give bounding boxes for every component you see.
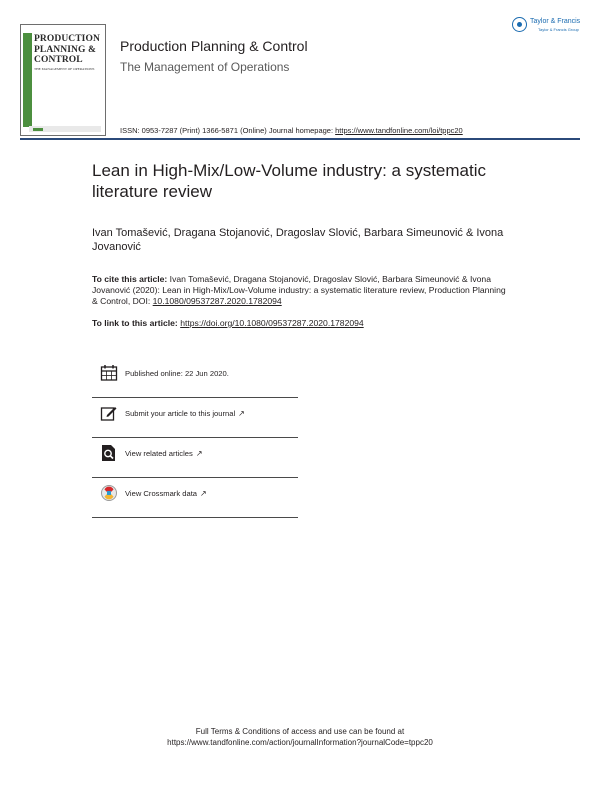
footer-line-url[interactable]: https://www.tandfonline.com/action/journalInformation?journalCode=tppc20: [167, 738, 433, 747]
article-url-link[interactable]: https://doi.org/10.1080/09537287.2020.1782094: [180, 318, 364, 328]
list-item-related[interactable]: [92, 438, 298, 478]
list-item-published: [92, 358, 298, 398]
article-link-line: [92, 318, 364, 328]
cover-subtitle: THE MANAGEMENT OF OPERATIONS: [34, 67, 95, 71]
related-articles-link[interactable]: [125, 449, 203, 458]
cover-title-line: PRODUCTION: [34, 34, 100, 44]
doi-link[interactable]: 10.1080/09537287.2020.1782094: [152, 296, 282, 306]
issn-line: [120, 126, 463, 135]
journal-homepage-link[interactable]: https://www.tandfonline.com/loi/tppc20: [335, 126, 463, 135]
calendar-icon: [100, 364, 118, 382]
citation-label: To cite this article:: [92, 274, 168, 284]
cover-title-line: PLANNING &: [34, 44, 96, 55]
publisher-logo: [512, 17, 584, 35]
cover-title: [34, 34, 104, 66]
journal-subtitle: The Management of Operations: [120, 60, 290, 74]
article-actions-list: [92, 358, 298, 518]
link-label: To link to this article:: [92, 318, 181, 328]
article-authors: Ivan Tomašević, Dragana Stojanović, Dragoslav Slović, Barbara Simeunović & Ivona Jovanović: [92, 227, 504, 253]
edit-icon: [100, 404, 118, 422]
submit-article-label[interactable]: Submit your article to this journal: [125, 409, 236, 418]
publisher-name: Taylor & Francis: [530, 18, 581, 25]
cover-footer-logo: [33, 128, 43, 131]
publisher-tagline: Taylor & Francis Group: [538, 27, 579, 32]
citation-text: Ivan Tomašević, Dragana Stojanović, Dragoslav Slović, Barbara Simeunović & Ivona Jovanović (2020): Lean in High-Mix/Low-Volume industry: a systematic literature review, Production Planning & Control, DOI:: [92, 274, 506, 306]
footer: [0, 726, 600, 748]
footer-line-terms: Full Terms & Conditions of access and use can be found at: [195, 727, 405, 736]
crossmark-link[interactable]: [125, 489, 207, 498]
publisher-logo-icon: [512, 17, 527, 32]
list-item-crossmark[interactable]: [92, 478, 298, 518]
article-title: Lean in High-Mix/Low-Volume industry: a systematic literature review: [92, 161, 486, 201]
list-item-submit[interactable]: [92, 398, 298, 438]
journal-cover-image: [20, 24, 106, 136]
external-link-icon: ↗: [200, 489, 207, 498]
external-link-icon: ↗: [238, 409, 245, 418]
search-doc-icon: [100, 444, 118, 462]
crossmark-icon: [100, 484, 118, 502]
header-rule: [20, 138, 580, 140]
cover-title-line: CONTROL: [34, 55, 83, 65]
external-link-icon: ↗: [195, 449, 203, 458]
published-date-label: Published online: 22 Jun 2020.: [125, 369, 229, 378]
issn-text: ISSN: 0953-7287 (Print) 1366-5871 (Online) Journal homepage:: [120, 126, 336, 135]
crossmark-label[interactable]: View Crossmark data: [125, 489, 198, 498]
journal-title: Production Planning & Control: [120, 38, 308, 54]
related-articles-label[interactable]: View related articles: [125, 449, 193, 458]
citation-block: [92, 274, 512, 307]
cover-band: [23, 33, 32, 127]
submit-article-link[interactable]: [125, 409, 245, 418]
